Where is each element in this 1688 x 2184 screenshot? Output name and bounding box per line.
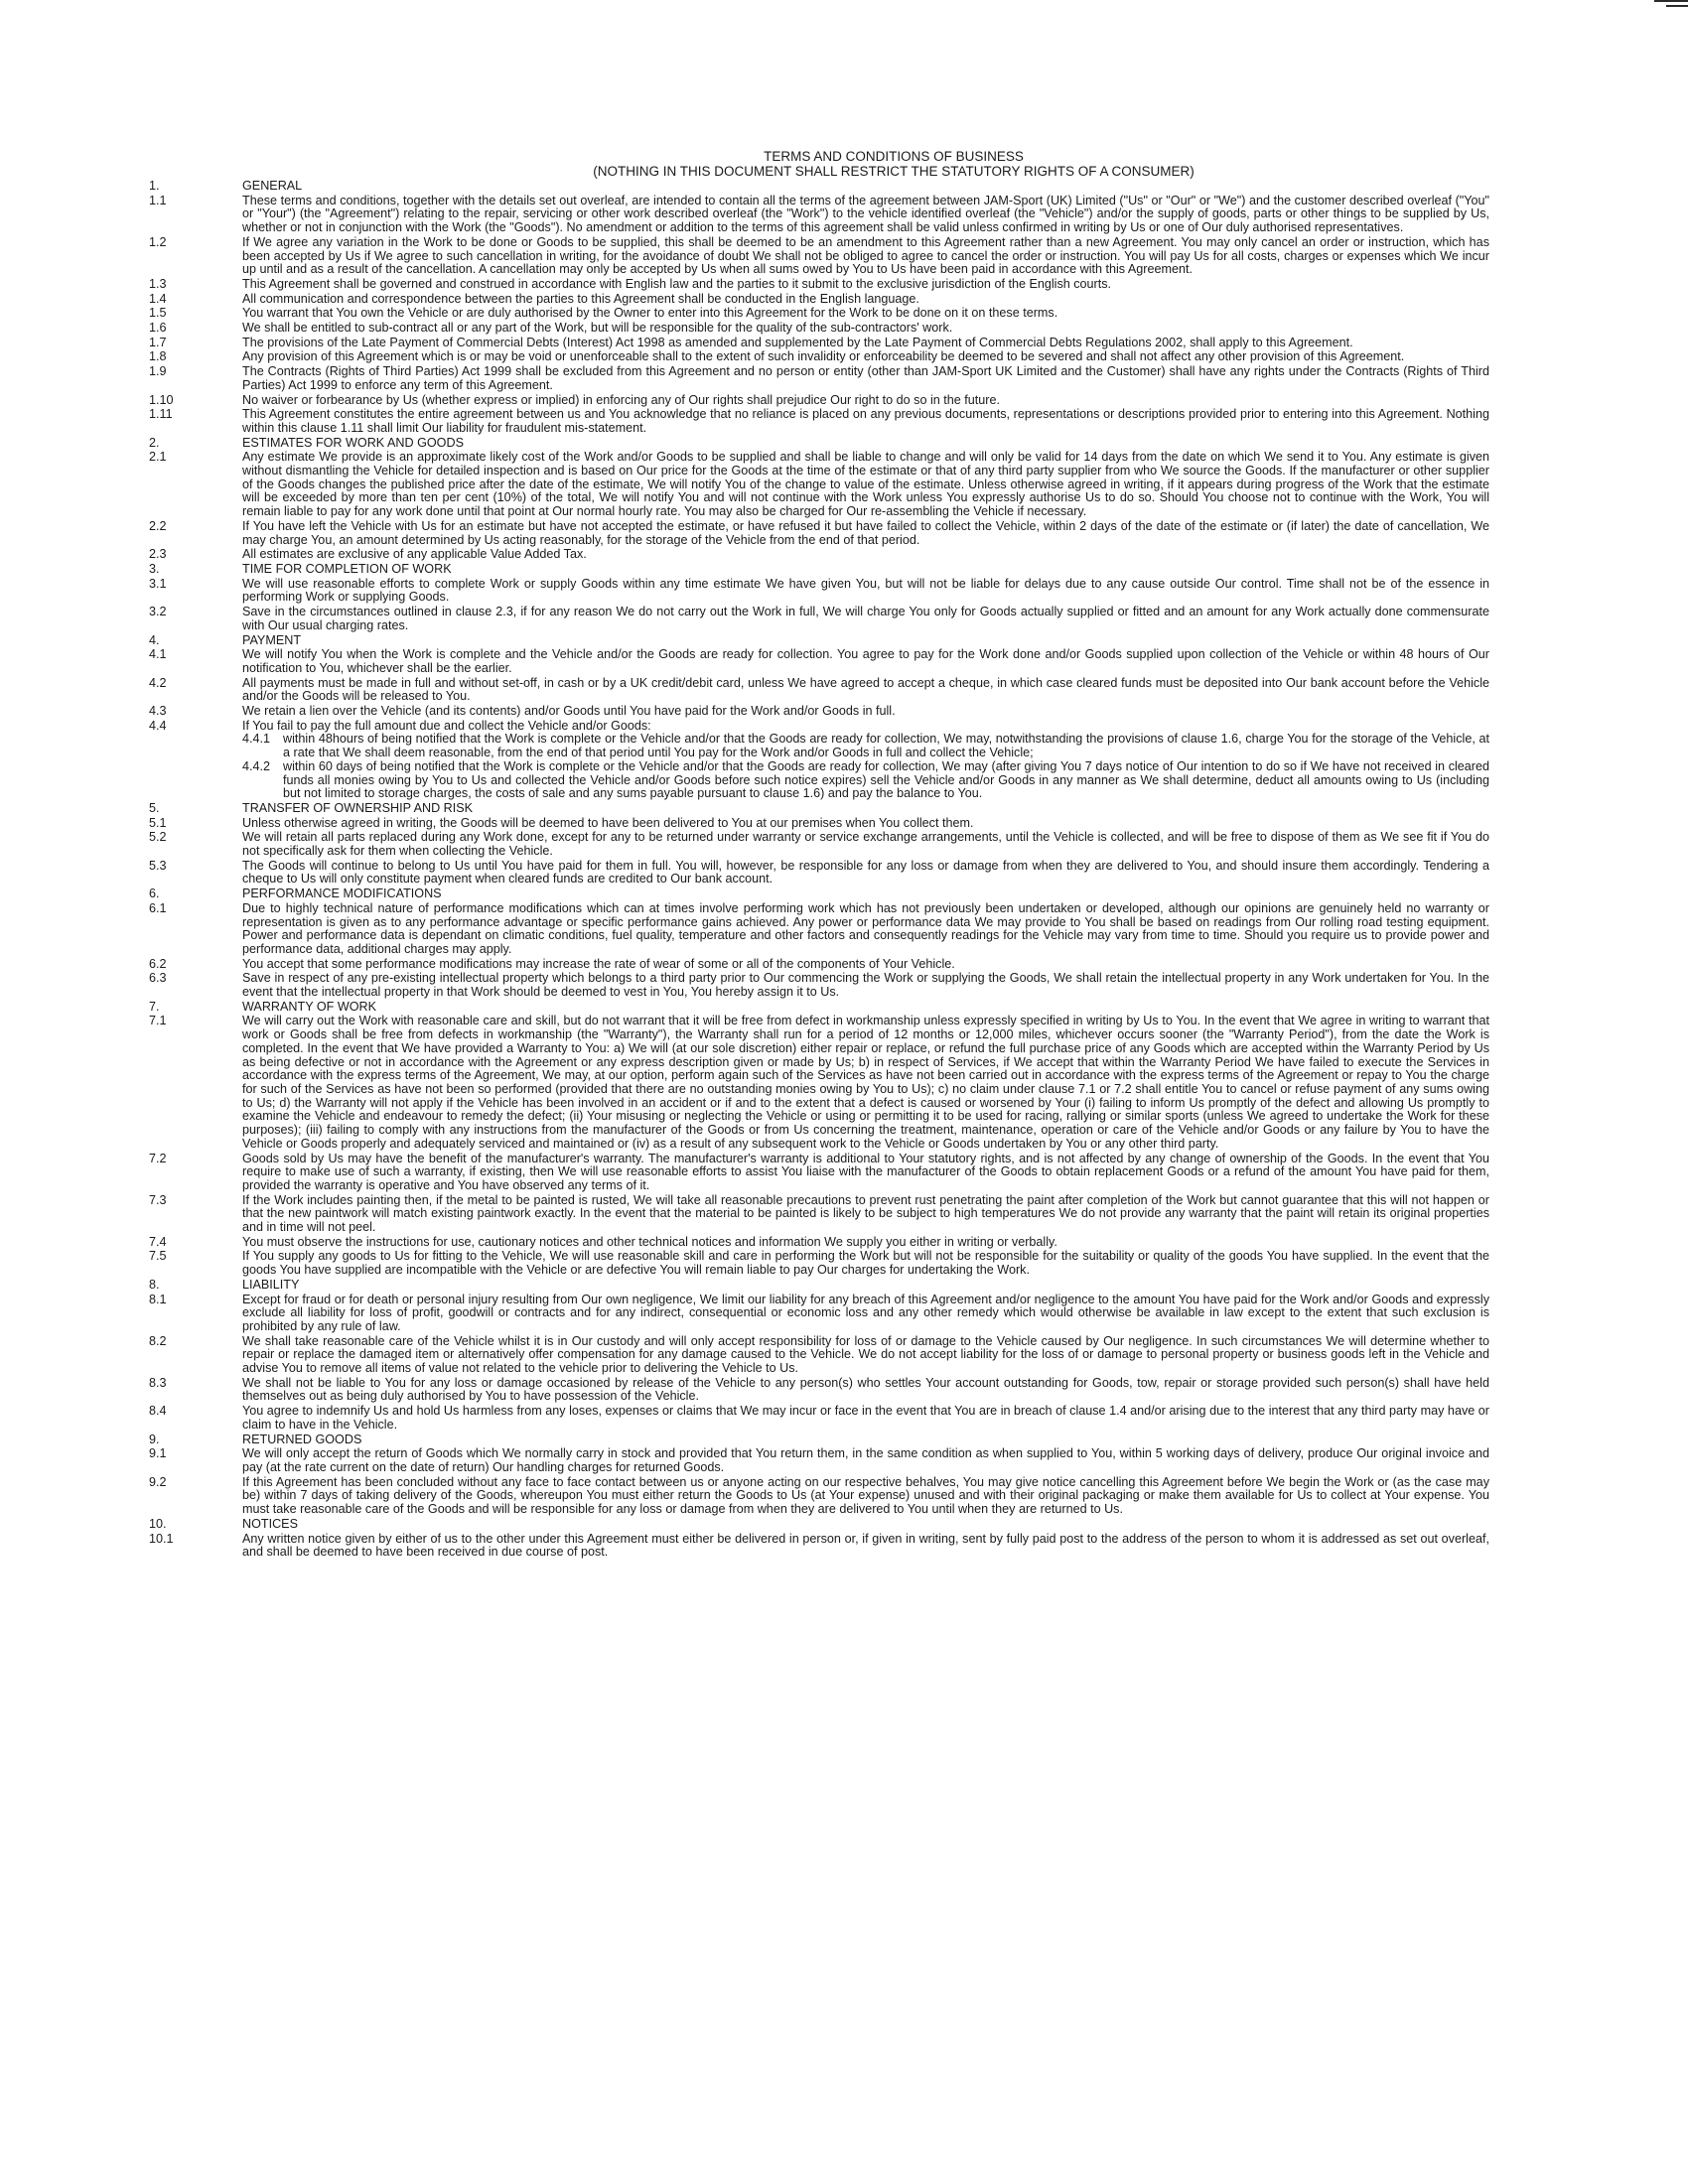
clause bbox=[149, 1405, 1489, 1432]
clause-number: 9.2 bbox=[149, 1474, 167, 1489]
clause-text: Save in respect of any pre-existing intellectual property which belongs to a third party prior to Our commencing the Work or supplying the Goods, We shall retain the intellectual property in any Work undertaken for You. In the event that the intellectual property in that Work should be deemed to vest in You, You hereby assign it to Us. bbox=[242, 971, 1489, 1000]
clause-number: 5. bbox=[149, 800, 160, 815]
section-heading-text: PAYMENT bbox=[242, 632, 302, 647]
section-heading-text: TRANSFER OF OWNERSHIP AND RISK bbox=[242, 800, 474, 815]
clause bbox=[149, 578, 1489, 605]
clause-text: All estimates are exclusive of any applicable Value Added Tax. bbox=[242, 547, 587, 562]
clause bbox=[149, 972, 1489, 999]
clause-number: 1.5 bbox=[149, 306, 167, 321]
clause-number: 6.2 bbox=[149, 956, 167, 971]
clause-text: Goods sold by Us may have the benefit of the manufacturer's warranty. The manufacturer's warranty is additional to Your statutory rights, and is not affected by any change of ownership of the Goods. In the event that You require to make use of such a warranty, if existing, then We will use reasonable efforts to assist You liaise with the manufacturer of the Goods to obtain replacement Goods or a refund of the amount You have paid for them, provided the warranty is operative and You have observed any terms of it. bbox=[242, 1151, 1489, 1192]
section-heading bbox=[149, 180, 1489, 194]
clause-text: We shall be entitled to sub-contract all or any part of the Work, but will be responsible for the quality of the sub-contractors' work. bbox=[242, 321, 953, 336]
clause-number: 3.2 bbox=[149, 605, 167, 619]
clause bbox=[149, 705, 1489, 719]
section-heading bbox=[149, 563, 1489, 577]
section-heading bbox=[149, 634, 1489, 648]
clause-number: 1.7 bbox=[149, 335, 167, 349]
section-heading bbox=[149, 1279, 1489, 1293]
section-heading bbox=[149, 1518, 1489, 1532]
clause-number: 6.1 bbox=[149, 900, 167, 915]
clause-text: Except for fraud or for death or personal injury resulting from Our own negligence, We limit our liability for any breach of this Agreement and/or negligence to the amount You have paid for the Work and/or Goods and expressly exclude all liability for loss of profit, goodwill or contracts and for any indirect, consequential or economic loss and any other remedy which would otherwise be available in law except to the extent that such exclusion is prohibited by any rule of law. bbox=[242, 1292, 1489, 1333]
clause-number: 1.9 bbox=[149, 364, 167, 379]
clause-number: 4.2 bbox=[149, 675, 167, 690]
clause bbox=[149, 1294, 1489, 1334]
clause-number: 3. bbox=[149, 561, 160, 576]
clause-number: 6. bbox=[149, 887, 160, 901]
clause-number: 7. bbox=[149, 999, 160, 1014]
clause-number: 1. bbox=[149, 179, 160, 193]
clause-text: This Agreement shall be governed and construed in accordance with English law and the parties to it submit to the exclusive jurisdiction of the English courts. bbox=[242, 276, 1112, 291]
clause-text: We shall take reasonable care of the Vehicle whilst it is in Our custody and will only accept responsibility for loss of or damage to the Vehicle caused by Our negligence. In such circumstances We will determine whether to repair or replace the damaged item or alternatively offer compensation for any damage caused to the Vehicle. We do not accept liability for the loss of or damage to personal property or business goods left in the Vehicle and advise You to remove all items of value not related to the vehicle prior to delivering the Vehicle to Us. bbox=[242, 1333, 1489, 1376]
document-title: TERMS AND CONDITIONS OF BUSINESS bbox=[764, 149, 1024, 164]
clause-number: 2.1 bbox=[149, 450, 167, 465]
clause bbox=[149, 350, 1489, 364]
sub-clause bbox=[242, 733, 1489, 759]
clause-text: You agree to indemnify Us and hold Us harmless from any loses, expenses or claims that We may incur or face in the event that You are in breach of clause 1.4 and/or arising due to the interest that any third party may have or claim to have in the Vehicle. bbox=[242, 1404, 1489, 1432]
clause bbox=[149, 1015, 1489, 1151]
scan-edge-marks bbox=[1648, 0, 1688, 40]
clause-number: 1.10 bbox=[149, 392, 174, 407]
clause-number: 5.2 bbox=[149, 830, 167, 845]
clause-number: 6.3 bbox=[149, 971, 167, 986]
clause bbox=[149, 278, 1489, 292]
clause-number: 7.1 bbox=[149, 1014, 167, 1028]
clause-text: The Contracts (Rights of Third Parties) Act 1999 shall be excluded from this Agreement and no person or entity (other than JAM-Sport UK Limited and the Customer) shall have any rights under the Contracts (Rights of Third Parties) Act 1999 to enforce any term of this Agreement. bbox=[242, 364, 1489, 392]
clause bbox=[149, 408, 1489, 435]
clause-text: You must observe the instructions for use, cautionary notices and other technical notices and information We supply you either in writing or verbally. bbox=[242, 1234, 1057, 1249]
section-heading bbox=[149, 1433, 1489, 1447]
clause-number: 7.2 bbox=[149, 1151, 167, 1165]
clause-text: The provisions of the Late Payment of Commercial Debts (Interest) Act 1998 as amended and supplemented by the Late Payment of Commercial Debts Regulations 2002, shall apply to this Agreement. bbox=[242, 335, 1353, 349]
clause-text: We will retain all parts replaced during any Work done, except for any to be returned under warranty or service exchange arrangements, until the Vehicle is collected, and will be free to dispose of them as We see fit if You do not specifically ask for them when collecting the Vehicle. bbox=[242, 830, 1489, 859]
clause bbox=[149, 831, 1489, 858]
clause-number: 7.4 bbox=[149, 1234, 167, 1249]
clause-text: We will notify You when the Work is complete and the Vehicle and/or the Goods are ready for collection. You agree to pay for the Work done and/or Goods supplied upon collection of the Vehicle or within 48 hours of Our notification to You, whichever shall be the earlier. bbox=[242, 647, 1489, 675]
clause-text: If We agree any variation in the Work to be done or Goods to be supplied, this shall be deemed to be an amendment to this Agreement rather than a new Agreement. You may only cancel an order or instruction, which has been accepted by Us if We agree to such cancellation in writing, for the avoidance of doubt We shall not be obliged to agree to cancel the order or instruction. You will pay Us for all costs, charges or expenses which We incur up until and as a result of the cancellation. A cancellation may only be accepted by Us when all sums owed by You to Us have been paid in accordance with this Agreement. bbox=[242, 234, 1489, 277]
clause-number: 9.1 bbox=[149, 1446, 167, 1461]
clause bbox=[149, 548, 1489, 562]
clause-number: 3.1 bbox=[149, 576, 167, 591]
clause bbox=[149, 322, 1489, 336]
clause-text: Save in the circumstances outlined in clause 2.3, if for any reason We do not carry out the Work in full, We will charge You only for Goods actually supplied or fitted and an amount for any Work actually done commensurate with Our usual charging rates. bbox=[242, 605, 1489, 632]
clause-number: 1.3 bbox=[149, 276, 167, 291]
clause-text: You warrant that You own the Vehicle or are duly authorised by the Owner to enter into this Agreement for the Work to be done on it on these terms. bbox=[242, 306, 1058, 321]
clause-number: 2.2 bbox=[149, 518, 167, 533]
clause-number: 1.11 bbox=[149, 407, 173, 422]
clause-text: Any written notice given by either of us to the other under this Agreement must either be delivered in person or, if given in writing, sent by fully paid post to the address of the person to whom it is addressed as set out overleaf, and shall be deemed to have been received in due course of post. bbox=[242, 1531, 1489, 1560]
clause-text: We shall not be liable to You for any loss or damage occasioned by release of the Vehicle to any person(s) who settles Your account outstanding for Goods, tow, repair or storage provided such person(s) shall have held themselves out as being duly authorised by You to have possession of the Vehicle. bbox=[242, 1375, 1489, 1404]
terms-document bbox=[149, 149, 1489, 1561]
clause-number: 8.2 bbox=[149, 1333, 167, 1348]
clause-number: 4.1 bbox=[149, 647, 167, 662]
clause-number: 8.1 bbox=[149, 1292, 167, 1306]
clause-number: 8.4 bbox=[149, 1404, 167, 1419]
clause bbox=[149, 817, 1489, 831]
clause-text: This Agreement constitutes the entire agreement between us and You acknowledge that no reliance is placed on any previous documents, representations or descriptions provided prior to entering into this Agreement. Nothing within this clause 1.11 shall limit Our liability for fraudulent mis-statement. bbox=[242, 407, 1489, 435]
clause bbox=[149, 1153, 1489, 1193]
clause bbox=[149, 337, 1489, 350]
clause bbox=[149, 520, 1489, 547]
clause bbox=[149, 236, 1489, 277]
section-heading-text: RETURNED GOODS bbox=[242, 1432, 362, 1446]
clause-number: 1.8 bbox=[149, 349, 167, 364]
clause bbox=[149, 1476, 1489, 1517]
section-heading-text: WARRANTY OF WORK bbox=[242, 999, 377, 1014]
section-heading-text: TIME FOR COMPLETION OF WORK bbox=[242, 561, 452, 576]
clause-number: 5.3 bbox=[149, 858, 167, 873]
clause bbox=[149, 648, 1489, 675]
clause-number: 7.5 bbox=[149, 1249, 167, 1264]
section-heading-text: PERFORMANCE MODIFICATIONS bbox=[242, 887, 442, 901]
clause bbox=[149, 1377, 1489, 1404]
clause-text: All payments must be made in full and without set-off, in cash or by a UK credit/debit card, unless We have agreed to accept a cheque, in which case cleared funds must be deposited into Our bank account before the Vehicle and/or the Goods will be released to You. bbox=[242, 675, 1489, 704]
document-header bbox=[298, 149, 1489, 179]
clause-text: If You supply any goods to Us for fitting to the Vehicle, We will use reasonable skill and care in performing the Work but will not be responsible for the suitability or quality of the goods You have supplied. In the event that the goods You have supplied are incompatible with the Vehicle or are defective You will remain liable to pay Our charges for undertaking the Work. bbox=[242, 1249, 1489, 1278]
clause bbox=[149, 1236, 1489, 1250]
clause-number: 10.1 bbox=[149, 1531, 174, 1546]
section-heading-text: ESTIMATES FOR WORK AND GOODS bbox=[242, 435, 464, 450]
section-heading bbox=[149, 1001, 1489, 1015]
clause bbox=[149, 606, 1489, 632]
section-heading bbox=[149, 887, 1489, 901]
clause bbox=[149, 394, 1489, 408]
clause-text: All communication and correspondence between the parties to this Agreement shall be conducted in the English language. bbox=[242, 291, 919, 306]
section-heading bbox=[149, 437, 1489, 451]
clause bbox=[149, 1447, 1489, 1474]
clause-text: If You fail to pay the full amount due and collect the Vehicle and/or Goods: bbox=[242, 718, 651, 733]
section-heading-text: GENERAL bbox=[242, 179, 303, 193]
clause-number: 1.1 bbox=[149, 193, 167, 207]
clause-number: 2.3 bbox=[149, 547, 167, 562]
clause bbox=[149, 720, 1489, 801]
clause bbox=[149, 293, 1489, 307]
clause bbox=[149, 1250, 1489, 1277]
section-heading bbox=[149, 802, 1489, 816]
clause-text: Unless otherwise agreed in writing, the Goods will be deemed to have been delivered to You at our premises when You collect them. bbox=[242, 815, 974, 830]
clause-number: 1.4 bbox=[149, 291, 167, 306]
document-subtitle: (NOTHING IN THIS DOCUMENT SHALL RESTRICT THE STATUTORY RIGHTS OF A CONSUMER) bbox=[593, 164, 1195, 179]
clause-number: 8.3 bbox=[149, 1375, 167, 1390]
clause bbox=[149, 1335, 1489, 1376]
sub-clause-number: 4.4.1 bbox=[242, 732, 271, 747]
clause-number: 4. bbox=[149, 632, 160, 647]
clause-text: We will only accept the return of Goods which We normally carry in stock and provided that You return them, in the same condition as when supplied to You, within 5 working days of delivery, produce Our original invoice and pay (at the rate current on the date of return) Our handling charges for returned Goods. bbox=[242, 1446, 1489, 1474]
clause bbox=[149, 860, 1489, 887]
clause-text: No waiver or forbearance by Us (whether express or implied) in enforcing any of Our rights shall prejudice Our right to do so in the future. bbox=[242, 392, 1000, 407]
clause-number: 2. bbox=[149, 435, 160, 450]
clause bbox=[149, 365, 1489, 392]
clause-text: The Goods will continue to belong to Us until You have paid for them in full. You will, however, be responsible for any loss or damage from when they are delivered to You, and should insure them accordingly. Tendering a cheque to Us will only constitute payment when cleared funds are credited to Our bank account. bbox=[242, 858, 1489, 887]
sub-clause bbox=[242, 760, 1489, 801]
clause-text: These terms and conditions, together with the details set out overleaf, are intended to contain all the terms of the agreement between JAM-Sport (UK) Limited ("Us" or "Our" or "We") and the customer described overleaf ("You" or "Your") (the "Agreement") relating to the repair, servicing or other work described overleaf (the "Work") to the vehicle identified overleaf (the "Vehicle") and/or the supply of goods, parts or other things to be supplied by Us, whether or not in conjunction with the Work (the "Goods"). No amendment or addition to the terms of this agreement shall be valid unless confirmed in writing by Us or one of Our duly authorised representatives. bbox=[242, 193, 1489, 235]
clause-list bbox=[149, 180, 1489, 1560]
clause-text: Any provision of this Agreement which is or may be void or unenforceable shall to the extent of such invalidity or enforceability be deemed to be severed and shall not affect any other provision of this Agreement. bbox=[242, 349, 1405, 364]
clause-number: 4.4 bbox=[149, 718, 167, 733]
clause bbox=[149, 307, 1489, 321]
clause-text: If the Work includes painting then, if the metal to be painted is rusted, We will take all reasonable precautions to prevent rust penetrating the paint after completion of the Work but cannot guarantee that this will not happen or that the new paintwork will match existing paintwork exactly. In the event that the material to be painted is likely to be subject to high temperatures We do not provide any warranty that the paint will retain its original properties and in time will not peel. bbox=[242, 1192, 1489, 1235]
clause-text: We retain a lien over the Vehicle (and its contents) and/or Goods until You have paid for the Work and/or Goods in full. bbox=[242, 704, 896, 719]
clause bbox=[149, 902, 1489, 957]
clause bbox=[149, 677, 1489, 704]
clause bbox=[149, 451, 1489, 519]
sub-clause-text: within 48hours of being notified that the Work is complete or the Vehicle and/or that the Goods are ready for collection, We may, notwithstanding the provisions of clause 1.6, charge You for the storage of the Vehicle, at a rate that We shall deem reasonable, from the end of that period until You pay for the Work and/or Goods in full and collect the Vehicle; bbox=[283, 732, 1489, 760]
clause-text: Any estimate We provide is an approximate likely cost of the Work and/or Goods to be supplied and shall be liable to change and will only be valid for 14 days from the date on which We send it to You. Any estimate is given without dismantling the Vehicle for detailed inspection and is based on Our price for the Goods at the time of the estimate or that of any third party supplier from who We source the Goods. If the manufacturer or other supplier of the Goods changes the published price after the date of the estimate, We will notify You of the change to value of the estimate. Unless otherwise agreed in writing, if it appears during progress of the Work that the estimate will be exceeded by more than ten per cent (10%) of the total, We will notify You and will not continue with the Work unless You expressly authorise Us to do so. Should You choose not to continue with the Work, You will remain liable to pay for any work done until that point at Our normal hourly rate. You may also be charged for Our re-assembling the Vehicle if necessary. bbox=[242, 450, 1489, 519]
clause-number: 9. bbox=[149, 1432, 160, 1446]
sub-clause-text: within 60 days of being notified that the Work is complete or the Vehicle and/or that the Goods are ready for collection, We may (after giving You 7 days notice of Our intention to do so if We have not received in cleared funds all monies owing by You to Us and collected the Vehicle and/or Goods before such notice expires) sell the Vehicle and/or Goods in any manner as We shall determine, deduct all amounts owing to Us (including but not limited to storage charges, the costs of sale and any sums payable pursuant to clause 1.6) and pay the balance to You. bbox=[283, 758, 1489, 801]
clause-number: 10. bbox=[149, 1516, 167, 1531]
clause-number: 4.3 bbox=[149, 704, 167, 719]
clause bbox=[149, 195, 1489, 235]
clause-text: We will carry out the Work with reasonable care and skill, but do not warrant that it will be free from defect in workmanship unless expressly specified in writing by Us to You. In the event that We agree in writing to warrant that work or Goods shall be free from defects in workmanship (the "Warranty"), the Warranty shall run for a period of 12 months or 12,000 miles, whichever occurs sooner (the "Warranty Period"), from the date the Work is completed. In the event that We have provided a Warranty to You: a) We will (at our sole discretion) either repair or replace, or refund the full purchase price of any Goods which are accepted within the Warranty Period by Us as being defective or not in accordance with the Agreement or any express description given or made by Us; b) in respect of Services, if We accept that within the Warranty Period We have failed to execute the Services in accordance with the express terms of the Agreement, We may, at our option, perform again such of the Services as have not been carried out in accordance with the express terms of the Agreement or repay to You the charge for such of the Services as have not been so performed (provided that there are no outstanding monies owing by You to Us); c) no claim under clause 7.1 or 7.2 shall entitle You to cancel or refuse payment of any sums owing to Us; d) the Warranty will not apply if the Vehicle has been involved in an accident or if and to the extent that a defect is caused or worsened by Your (i) failing to inform Us promptly of the defect and allowing Us promptly to examine the Vehicle and endeavour to remedy the defect; (ii) Your misusing or neglecting the Vehicle or using or permitting it to be used for racing, rallying or similar sports (unless We agreed to undertake the Work for these purposes); (iii) failing to comply with any instructions from the manufacturer of the Goods or from Us concerning the treatment, maintenance, operation or care of the Vehicle and/or Goods or any failure by You to have the Vehicle or Goods properly and adequately serviced and maintained or (iv) as a result of any subsequent work to the Vehicle or Goods undertaken by You or any other third party. bbox=[242, 1014, 1489, 1151]
clause-number: 1.6 bbox=[149, 321, 167, 336]
clause-number: 5.1 bbox=[149, 815, 167, 830]
section-heading-text: LIABILITY bbox=[242, 1277, 300, 1292]
section-heading-text: NOTICES bbox=[242, 1516, 298, 1531]
sub-clause-number: 4.4.2 bbox=[242, 758, 271, 773]
clause-number: 7.3 bbox=[149, 1192, 167, 1207]
clause-text: If You have left the Vehicle with Us for an estimate but have not accepted the estimate, or have refused it but have failed to collect the Vehicle, within 2 days of the date of the estimate or (if later) the date of cancellation, We may charge You, an amount determined by Us acting reasonably, for the storage of the Vehicle from the end of that period. bbox=[242, 518, 1489, 547]
clause bbox=[149, 1533, 1489, 1560]
clause bbox=[149, 958, 1489, 972]
clause-number: 8. bbox=[149, 1277, 160, 1292]
clause-text: You accept that some performance modifications may increase the rate of wear of some or all of the components of Your Vehicle. bbox=[242, 956, 955, 971]
clause-text: We will use reasonable efforts to complete Work or supply Goods within any time estimate We have given You, but will not be liable for delays due to any cause outside Our control. Time shall not be of the essence in performing Work or supplying Goods. bbox=[242, 576, 1489, 605]
clause-text: If this Agreement has been concluded without any face to face contact between us or anyone acting on our respective behalves, You may give notice cancelling this Agreement before We begin the Work or (as the case may be) within 7 days of taking delivery of the Goods, whereupon You must either return the Goods to Us (at Your expense) unused and with their original packaging or make them available for Us to collect at Your expense. You must take reasonable care of the Goods and will be responsible for any loss or damage from when they are delivered to You until when they are returned to Us. bbox=[242, 1474, 1489, 1517]
clause-number: 1.2 bbox=[149, 234, 167, 249]
clause-text: Due to highly technical nature of performance modifications which can at times involve performing work which has not previously been undertaken or developed, although our opinions are genuinely held no warranty or representation is given as to any performance advantage or specific performance gains achieved. Any power or performance data We may provide to You shall be based on readings from Our rolling road testing equipment. Power and performance data is dependant on climatic conditions, fuel quality, temperature and other factors and consequently readings for the Vehicle may vary from time to time. Should you require us to provide power and performance data, additional charges may apply. bbox=[242, 900, 1489, 956]
clause bbox=[149, 1194, 1489, 1235]
